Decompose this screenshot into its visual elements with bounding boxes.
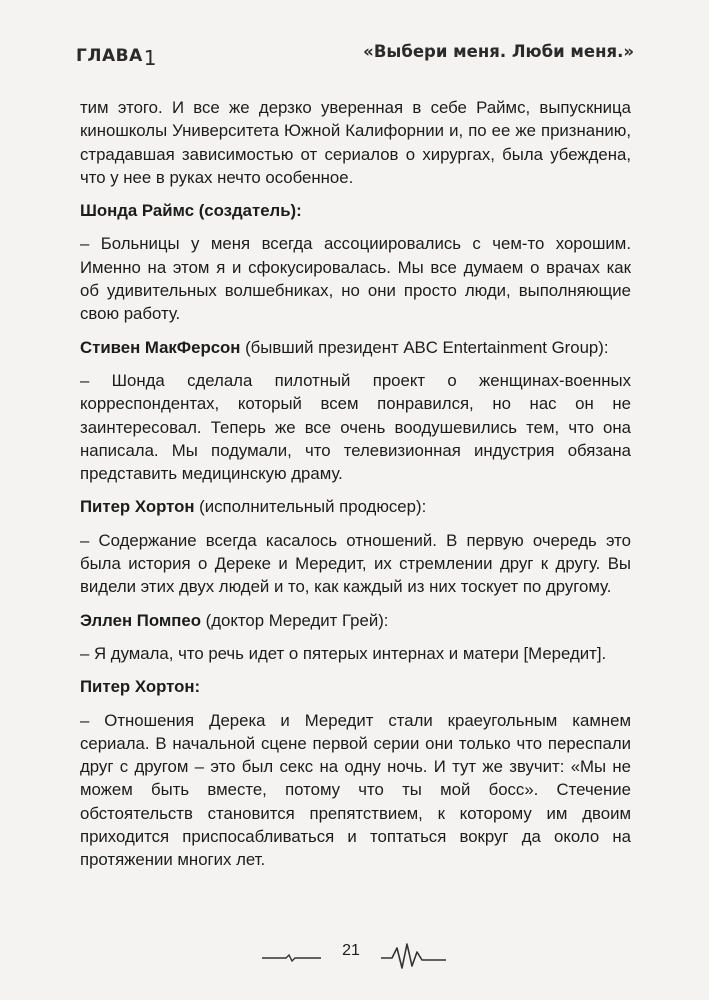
speaker-line <box>80 199 631 222</box>
paragraph: – Больницы у меня всегда ассоциировались с чем-то хорошим. Именно на этом я и сфокусировалась. Мы все думаем о врачах как об удивительных волшебниках, но они просто люди, выполняющие свою работу. <box>80 234 631 324</box>
chapter-label: ГЛАВА1 <box>76 46 157 70</box>
speaker-name: Питер Хортон <box>80 497 195 517</box>
speaker-role: (исполнительный продюсер): <box>194 497 427 517</box>
speaker-line <box>80 495 631 518</box>
paragraph: – Шонда сделала пилотный проект о женщинах-военных корреспондентах, который всем понравился, но нас он не заинтересовал. Теперь же все очень воодушевились тем, что она написала. Мы подумали, что телевизионная индустрия обязана представить медицинскую драму. <box>80 370 631 484</box>
speaker-role: (бывший президент ABC Entertainment Group): <box>240 337 609 357</box>
paragraph: – Содержание всегда касалось отношений. В первую очередь это была история о Дереке и Мередит, их стремлении друг к другу. Вы видели этих двух людей и то, как каждый из них тоскует по другому. <box>80 530 631 597</box>
paragraph: тим этого. И все же дерзко уверенная в себе Раймс, выпускница киношколы Университета Южной Калифорнии и, по ее же признанию, страдавшая зависимостью от сериалов о хирургах, была убеждена, что у нее в руках нечто особенное. <box>80 98 631 187</box>
page-header <box>76 38 634 68</box>
page-number: 21 <box>342 942 360 959</box>
paragraph: – Отношения Дерека и Мередит стали краеугольным камнем сериала. В начальной сцене первой серии они только что переспали друг с другом – это был секс на одну ночь. И тут же звучит: «Мы не можем быть вместе, потому что ты мой босс». Стечение обстоятельств становится препятствием, к которому им двоим приходится приспосабливаться и топтаться вокруг да около на протяжении многих лет. <box>80 710 631 870</box>
speaker-line <box>80 336 631 359</box>
chapter-number: 1 <box>143 46 157 70</box>
speaker-name: Шонда Раймс (создатель): <box>80 201 302 221</box>
speaker-name: Стивен МакФерсон <box>80 337 241 357</box>
heartbeat-icon <box>0 938 709 978</box>
speaker-line <box>80 675 631 698</box>
speaker-name: Эллен Помпео <box>80 610 201 630</box>
body-text <box>80 96 631 882</box>
speaker-line <box>80 609 631 632</box>
paragraph: – Я думала, что речь идет о пятерых интернах и матери [Мередит]. <box>80 643 607 663</box>
running-title: «Выбери меня. Люби меня.» <box>363 42 634 61</box>
speaker-name: Питер Хортон: <box>80 677 201 697</box>
page-footer <box>0 938 709 978</box>
speaker-role: (доктор Мередит Грей): <box>200 610 389 630</box>
